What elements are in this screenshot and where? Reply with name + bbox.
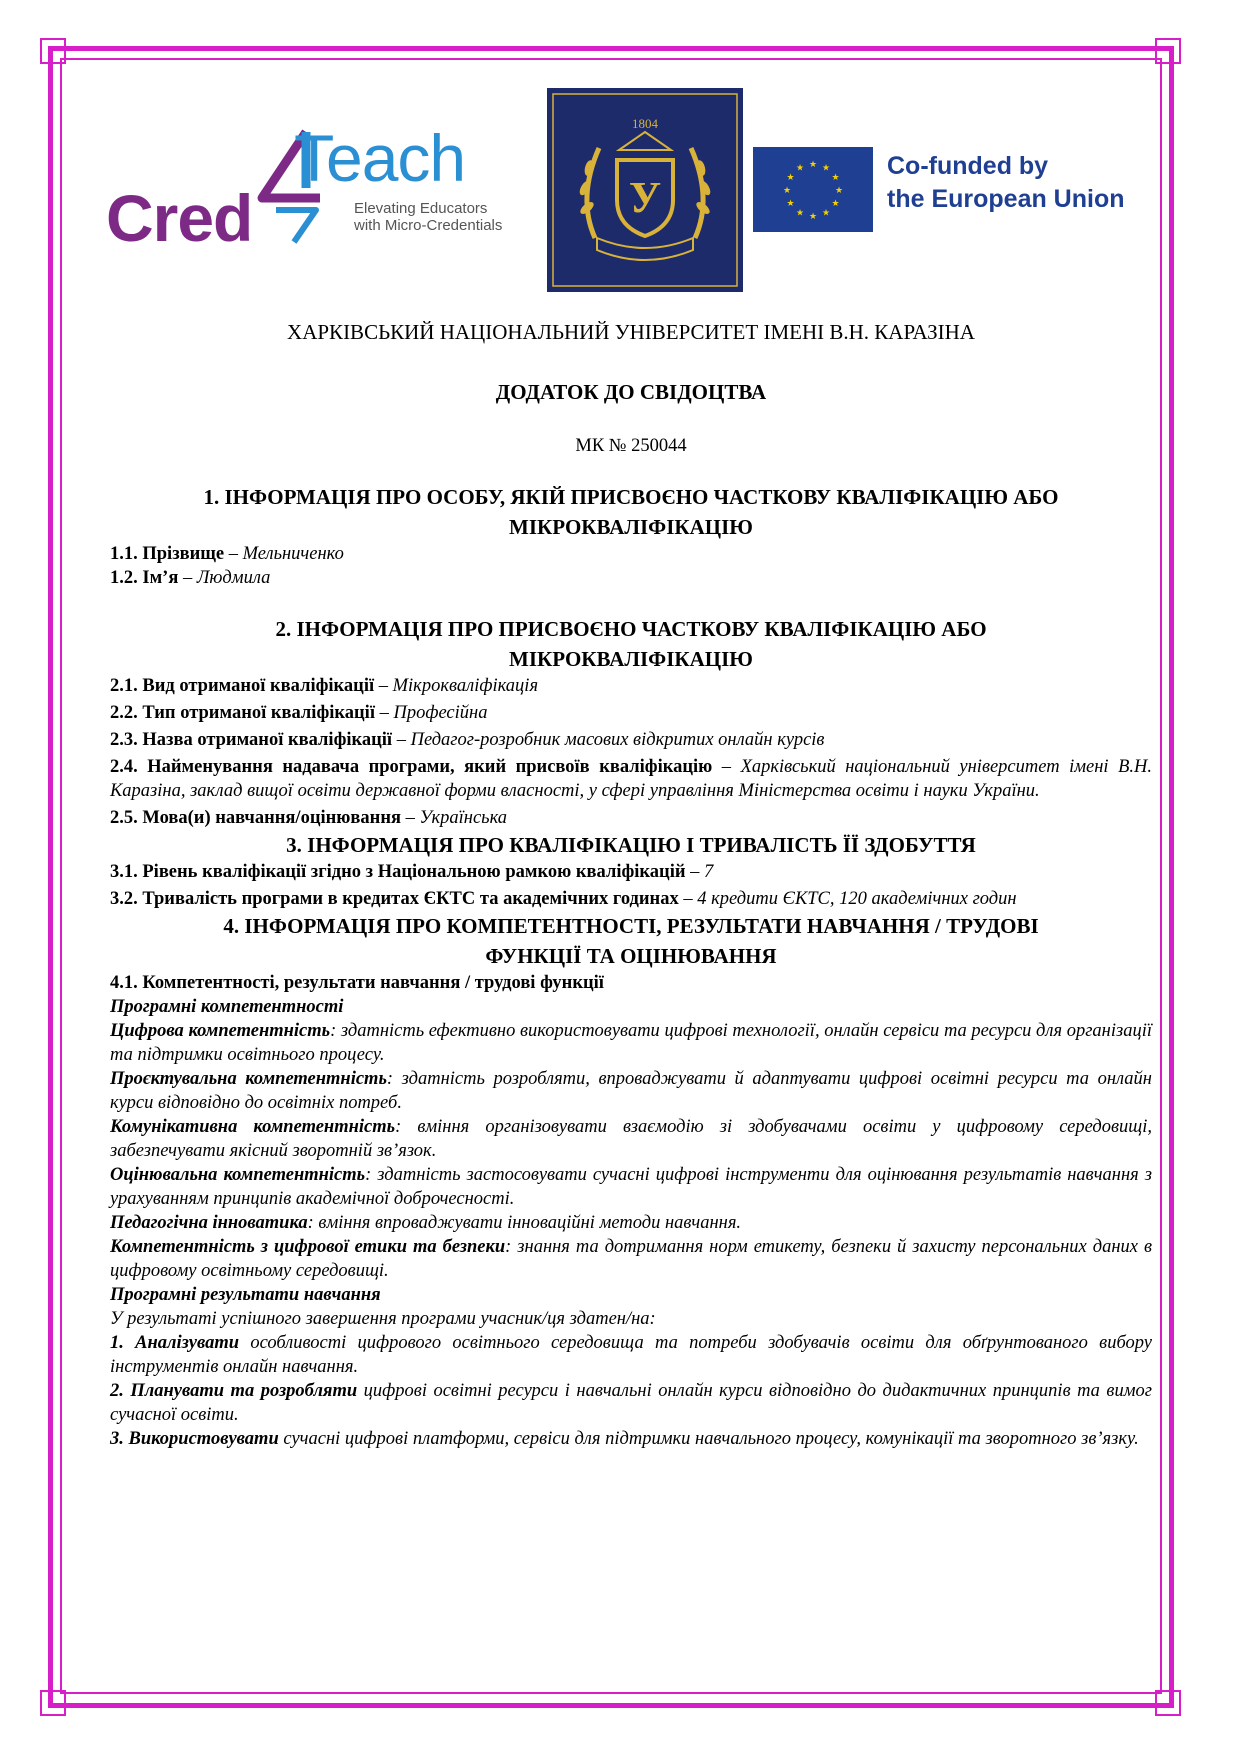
result-item (110, 1379, 1152, 1427)
frame-corner-bottom-right (1155, 1690, 1181, 1716)
section-1-heading-line-2: МІКРОКВАЛІФІКАЦІЮ (509, 515, 753, 539)
first-name-label: 1.2. Ім’я (110, 568, 179, 588)
section-1-heading (110, 482, 1152, 542)
svg-text:★: ★ (821, 163, 831, 174)
frame-right-outer (1169, 46, 1174, 1708)
results-intro: У результаті успішного завершення програми учасник/ця здатен/на: (110, 1309, 656, 1329)
qualification-title-label: 2.3. Назва отриманої кваліфікації (110, 730, 393, 750)
competence-name: Педагогічна інноватика (110, 1213, 308, 1233)
frame-bottom-outer (48, 1703, 1174, 1708)
competence-item (110, 1235, 1152, 1283)
svg-text:★: ★ (834, 186, 844, 196)
qualification-type-value: Професійна (393, 703, 488, 723)
section-4-heading-line-1: 4. ІНФОРМАЦІЯ ПРО КОМПЕТЕНТНОСТІ, РЕЗУЛЬТАТИ НАВЧАННЯ / ТРУДОВІ (223, 914, 1039, 938)
teach-word: Teach (294, 121, 466, 195)
level-row: 3.1. Рівень кваліфікації згідно з Національною рамкою кваліфікацій – 7 (110, 862, 714, 882)
section-4-subheading: 4.1. Компетентності, результати навчання / трудові функції (110, 973, 604, 993)
surname-value: Мельниченко (242, 544, 344, 564)
section-2-heading (110, 614, 1152, 674)
duration-label: 3.2. Тривалість програми в кредитах ЄКТС та академічних годинах (110, 889, 679, 909)
eu-cofunded-text (887, 150, 1125, 216)
duration-value: 4 кредити ЄКТС, 120 академічних годин (697, 889, 1017, 909)
svg-text:★: ★ (782, 186, 792, 196)
competence-text: : знання та дотримання норм етикету, безпеки й захисту персональних даних в цифровому освітньому середовищі. (110, 1237, 1152, 1281)
result-text: сучасні цифрові платформи, сервіси для підтримки навчального процесу, комунікації та зворотного зв’язку. (278, 1429, 1139, 1449)
competence-item (110, 1211, 1152, 1235)
competence-text: : здатність розробляти, впроваджувати й адаптувати цифрові освітні ресурси та онлайн курси відповідно до освітніх потреб. (110, 1069, 1152, 1113)
competence-item (110, 1019, 1152, 1067)
competence-text: : вміння впроваджувати інноваційні методи навчання. (307, 1213, 742, 1233)
language-value: Українська (419, 808, 508, 828)
tagline-line-2: with Micro-Credentials (354, 217, 503, 234)
frame-top-outer (48, 46, 1174, 51)
competence-name: Комунікативна компетентність (110, 1117, 396, 1137)
frame-bottom-inner (62, 1692, 1162, 1694)
qualification-title-row: 2.3. Назва отриманої кваліфікації – Педагог-розробник масових відкритих онлайн курсів (110, 730, 825, 750)
provider-label: 2.4. Найменування надавача програми, який присвоїв кваліфікацію (110, 757, 713, 777)
svg-text:★: ★ (786, 199, 795, 209)
frame-corner-top-left (40, 38, 66, 64)
qualification-kind-row: 2.1. Вид отриманої кваліфікації – Мікрокваліфікація (110, 676, 539, 696)
document-body (110, 320, 1152, 1451)
competence-text: : здатність ефективно використовувати цифрові технології, онлайн сервіси та ресурси для організації та підтримки освітнього процесу. (110, 1021, 1152, 1065)
svg-text:★: ★ (795, 163, 805, 174)
seal-year: 1804 (632, 116, 658, 131)
cred-word: Cred (106, 181, 253, 255)
language-row: 2.5. Мова(и) навчання/оцінювання – Українська (110, 808, 508, 828)
frame-top-inner (62, 58, 1162, 60)
seal-letter: У (628, 173, 662, 222)
svg-text:★: ★ (808, 160, 818, 170)
result-name: 3. Використовувати (110, 1429, 279, 1449)
surname-label: 1.1. Прізвище (110, 544, 225, 564)
eu-flag-logo (753, 147, 873, 232)
competence-item (110, 1067, 1152, 1115)
section-1-heading-line-1: 1. ІНФОРМАЦІЯ ПРО ОСОБУ, ЯКІЙ ПРИСВОЄНО ЧАСТКОВУ КВАЛІФІКАЦІЮ АБО (203, 485, 1059, 509)
tagline-line-1: Elevating Educators (354, 200, 488, 217)
competence-text: : вміння організовувати взаємодію зі здобувачами освіти у цифровому середовищі, забезпечувати якісний зворотній зв’язок. (110, 1117, 1153, 1161)
frame-corner-top-right (1155, 38, 1181, 64)
eu-text-line-1: Co-funded by (887, 152, 1049, 180)
provider-value: Харківський національний університет імені В.Н. Каразіна, заклад вищої освіти державної форми власності, у сфері управління Міністерства освіти і науки України. (110, 757, 1152, 801)
eu-text-line-2: the European Union (887, 185, 1125, 213)
level-label: 3.1. Рівень кваліфікації згідно з Національною рамкою кваліфікацій (110, 862, 686, 882)
section-2-heading-line-1: 2. ІНФОРМАЦІЯ ПРО ПРИСВОЄНО ЧАСТКОВУ КВАЛІФІКАЦІЮ АБО (275, 617, 987, 641)
competence-item (110, 1163, 1152, 1211)
qualification-type-label: 2.2. Тип отриманої кваліфікації (110, 703, 375, 723)
competence-name: Компетентність з цифрової етики та безпеки (110, 1237, 506, 1257)
svg-text:★: ★ (808, 212, 818, 222)
qualification-type-row: 2.2. Тип отриманої кваліфікації – Професійна (110, 703, 488, 723)
result-item (110, 1427, 1152, 1451)
result-name: 1. Аналізувати (110, 1333, 240, 1353)
result-text: особливості цифрового освітнього середовища та потреби здобувачів освіти для обґрунтованого вибору інструментів онлайн навчання. (110, 1333, 1152, 1377)
duration-row: 3.2. Тривалість програми в кредитах ЄКТС та академічних годинах – 4 кредити ЄКТС, 120 академічних годин (110, 889, 1017, 909)
document-number: МК № 250044 (575, 436, 687, 456)
university-seal-icon (547, 88, 743, 292)
frame-right-inner (1160, 58, 1162, 1694)
competence-name: Оцінювальна компетентність (110, 1165, 366, 1185)
section-4-heading-line-2: ФУНКЦІЇ ТА ОЦІНЮВАННЯ (485, 944, 777, 968)
section-2-heading-line-2: МІКРОКВАЛІФІКАЦІЮ (509, 647, 753, 671)
level-value: 7 (704, 862, 714, 882)
competences-title: Програмні компетентності (110, 997, 344, 1017)
svg-text:★: ★ (831, 173, 840, 183)
svg-text:★: ★ (795, 208, 805, 219)
frame-corner-bottom-left (40, 1690, 66, 1716)
provider-row: 2.4. Найменування надавача програми, який присвоїв кваліфікацію – Харківський національний університет імені В.Н. Каразіна, заклад вищої освіти державної форми власності, у сфері управління Міністерства освіти і науки України. (110, 757, 1152, 801)
qualification-kind-value: Мікрокваліфікація (392, 676, 539, 696)
surname-row: 1.1. Прізвище – Мельниченко (110, 544, 344, 564)
first-name-row: 1.2. Ім’я – Людмила (110, 568, 271, 588)
result-text: цифрові освітні ресурси і навчальні онлайн курси відповідно до дидактичних принципів та вимог сучасної освіти. (110, 1381, 1152, 1425)
results-title: Програмні результати навчання (110, 1285, 381, 1305)
language-label: 2.5. Мова(и) навчання/оцінювання (110, 808, 401, 828)
result-item (110, 1331, 1152, 1379)
competence-item (110, 1115, 1152, 1163)
frame-left-outer (48, 46, 53, 1708)
university-seal-logo (547, 88, 743, 292)
document-title: ДОДАТОК ДО СВІДОЦТВА (495, 380, 767, 404)
qualification-title-value: Педагог-розробник масових відкритих онлайн курсів (410, 730, 825, 750)
frame-left-inner (60, 58, 62, 1694)
result-name: 2. Планувати та розробляти (110, 1381, 358, 1401)
svg-text:★: ★ (821, 208, 831, 219)
qualification-kind-label: 2.1. Вид отриманої кваліфікації (110, 676, 375, 696)
eu-stars-icon (753, 147, 873, 232)
competence-name: Цифрова компетентність (110, 1021, 331, 1041)
cred4teach-logo (106, 121, 536, 258)
competence-text: : здатність застосовувати сучасні цифрові інструменти для оцінювання результатів навчання з урахуванням принципів академічної доброчесності. (110, 1165, 1152, 1209)
section-3-heading: 3. ІНФОРМАЦІЯ ПРО КВАЛІФІКАЦІЮ І ТРИВАЛІСТЬ ЇЇ ЗДОБУТТЯ (286, 833, 976, 857)
first-name-value: Людмила (196, 568, 271, 588)
university-name: ХАРКІВСЬКИЙ НАЦІОНАЛЬНИЙ УНІВЕРСИТЕТ ІМЕНІ В.Н. КАРАЗІНА (287, 320, 975, 344)
section-4-heading (110, 911, 1152, 971)
competence-name: Проєктувальна компетентність (110, 1069, 387, 1089)
logo-tagline (354, 200, 502, 234)
svg-text:★: ★ (831, 199, 840, 209)
svg-text:★: ★ (786, 173, 795, 183)
